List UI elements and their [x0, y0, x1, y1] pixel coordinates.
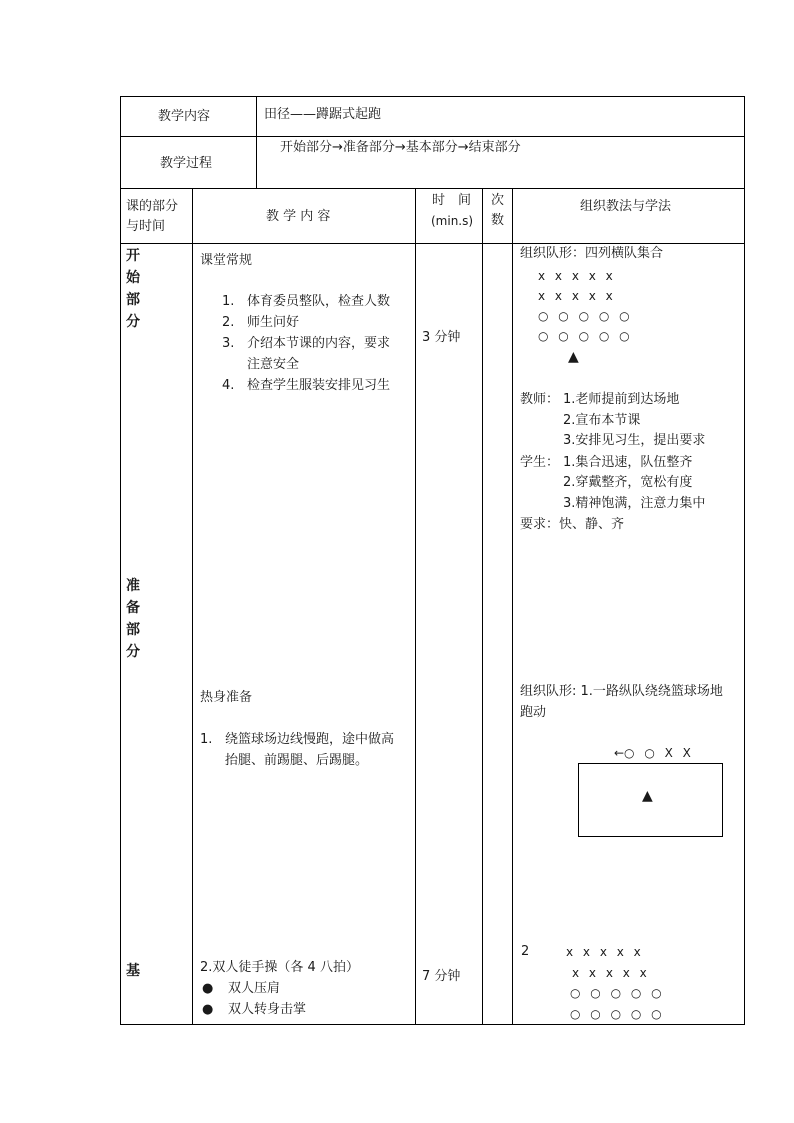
col-header-time-1: 时 间: [432, 193, 472, 208]
part-start-char: 分: [126, 314, 140, 330]
warmup-title: 热身准备: [200, 690, 253, 705]
exercise-list: [202, 978, 306, 1020]
part-start: [126, 245, 146, 333]
teacher-label: 教师：: [520, 392, 560, 407]
table-border-top: [120, 96, 745, 97]
part-prep-char: 准: [126, 578, 140, 594]
time-start: 3 分钟: [422, 330, 461, 345]
formation-row: ○ ○ ○ ○ ○: [570, 986, 662, 1000]
teacher-item: 1.老师提前到达场地: [563, 392, 680, 407]
col-line-1: [192, 188, 193, 1024]
formation3-num: 2: [521, 944, 530, 959]
list-item-text: 双人压肩: [228, 981, 281, 996]
list-item-num: 3.: [222, 336, 235, 351]
part-prep-char: 备: [126, 600, 140, 616]
formation-row: x x x x x: [538, 289, 613, 303]
part-start-char: 开: [126, 248, 140, 264]
col-line-3: [482, 188, 483, 1024]
formation-row: x x x x x: [572, 965, 647, 980]
formation1-title: 组织队形：四列横队集合: [520, 246, 664, 261]
list-item-text: 注意安全: [247, 357, 300, 372]
list-item-text: 抬腿、前踢腿、后踢腿。: [225, 753, 369, 768]
list-item-text: 介绍本节课的内容，要求: [247, 336, 391, 351]
runners-row: ←○ ○ X X: [614, 746, 691, 760]
formation3-grid: [566, 942, 662, 1024]
col-header-count-1: 次: [491, 193, 505, 208]
table-border-bottom: [120, 1024, 745, 1025]
part-prep: [126, 575, 146, 663]
list-item: [202, 999, 306, 1020]
formation1-grid: [538, 266, 630, 346]
bullet-icon: ●: [202, 1002, 214, 1017]
formation-row: ○ ○ ○ ○ ○: [538, 329, 630, 343]
list-item-cont: [200, 750, 394, 771]
table-line-h2: [120, 188, 745, 189]
list-item-num: 2.: [222, 315, 235, 330]
col-header-method: 组织教法与学法: [580, 199, 672, 214]
student-item: 3.精神饱满，注意力集中: [563, 496, 706, 511]
list-item-text: 检查学生服装安排见习生: [247, 378, 391, 393]
list-item-cont: [222, 354, 390, 375]
formation-row: x x x x x: [538, 269, 613, 283]
student-item: 1.集合迅速，队伍整齐: [563, 455, 693, 470]
require-text: 要求：快、静、齐: [520, 517, 625, 532]
list-item-text: 师生问好: [247, 315, 300, 330]
part-start-char: 始: [126, 270, 140, 286]
court-marker-icon: ▲: [642, 788, 653, 804]
list-item-num: 4.: [222, 378, 235, 393]
list-item: [222, 291, 390, 312]
formation-row: ○ ○ ○ ○ ○: [538, 309, 630, 323]
part-basic-char: 基: [126, 963, 140, 979]
table-line-h1: [120, 136, 745, 137]
table-border-right: [744, 96, 745, 1025]
formation-row: x x x x x: [566, 945, 641, 959]
col-header-part-1: 课的部分: [126, 199, 179, 214]
student-item: 2.穿戴整齐，宽松有度: [563, 475, 693, 490]
process-label: 教学过程: [160, 156, 213, 171]
formation2-line: 跑动: [520, 705, 547, 720]
part-start-char: 部: [126, 292, 140, 308]
teacher-marker-icon: ▲: [568, 349, 579, 365]
col-header-count-2: 数: [491, 213, 505, 228]
part-prep-char: 部: [126, 622, 140, 638]
part-basic: [126, 960, 146, 982]
routine-list: [222, 291, 390, 396]
formation-row: ○ ○ ○ ○ ○: [570, 1006, 662, 1021]
table-border-left: [120, 96, 121, 1025]
col-header-content: 教 学 内 容: [266, 209, 331, 224]
content-label: 教学内容: [158, 109, 211, 124]
formation2-line: 组织队形: 1.一路纵队绕绕篮球场地: [520, 684, 723, 699]
header-divider: [256, 96, 257, 188]
part-prep-char: 分: [126, 644, 140, 660]
time-basic: 7 分钟: [422, 969, 461, 984]
list-item: [222, 333, 390, 354]
warmup-list: [200, 729, 394, 771]
content-value: 田径——蹲踞式起跑: [264, 107, 382, 122]
col-header-part-2: 与时间: [126, 219, 166, 234]
routine-title: 课堂常规: [200, 253, 253, 268]
list-item: [202, 978, 306, 999]
student-label: 学生：: [520, 455, 560, 470]
exercise-title: 2.双人徒手操（各 4 八拍）: [200, 960, 359, 975]
list-item-text: 体育委员整队，检查人数: [247, 294, 391, 309]
list-item-text: 绕篮球场边线慢跑，途中做高: [225, 732, 395, 747]
list-item: [222, 312, 390, 333]
list-item: [222, 375, 390, 396]
process-value: 开始部分→准备部分→基本部分→结束部分: [280, 140, 521, 155]
teacher-item: 2.宣布本节课: [563, 413, 641, 428]
col-header-time-2: (min.s): [431, 214, 474, 228]
list-item-num: 1.: [200, 732, 213, 747]
list-item-text: 双人转身击掌: [228, 1002, 307, 1017]
bullet-icon: ●: [202, 981, 214, 996]
list-item-num: 1.: [222, 294, 235, 309]
list-item: [200, 729, 394, 750]
col-line-2: [415, 188, 416, 1024]
teacher-item: 3.安排见习生，提出要求: [563, 433, 706, 448]
col-line-4: [512, 188, 513, 1024]
